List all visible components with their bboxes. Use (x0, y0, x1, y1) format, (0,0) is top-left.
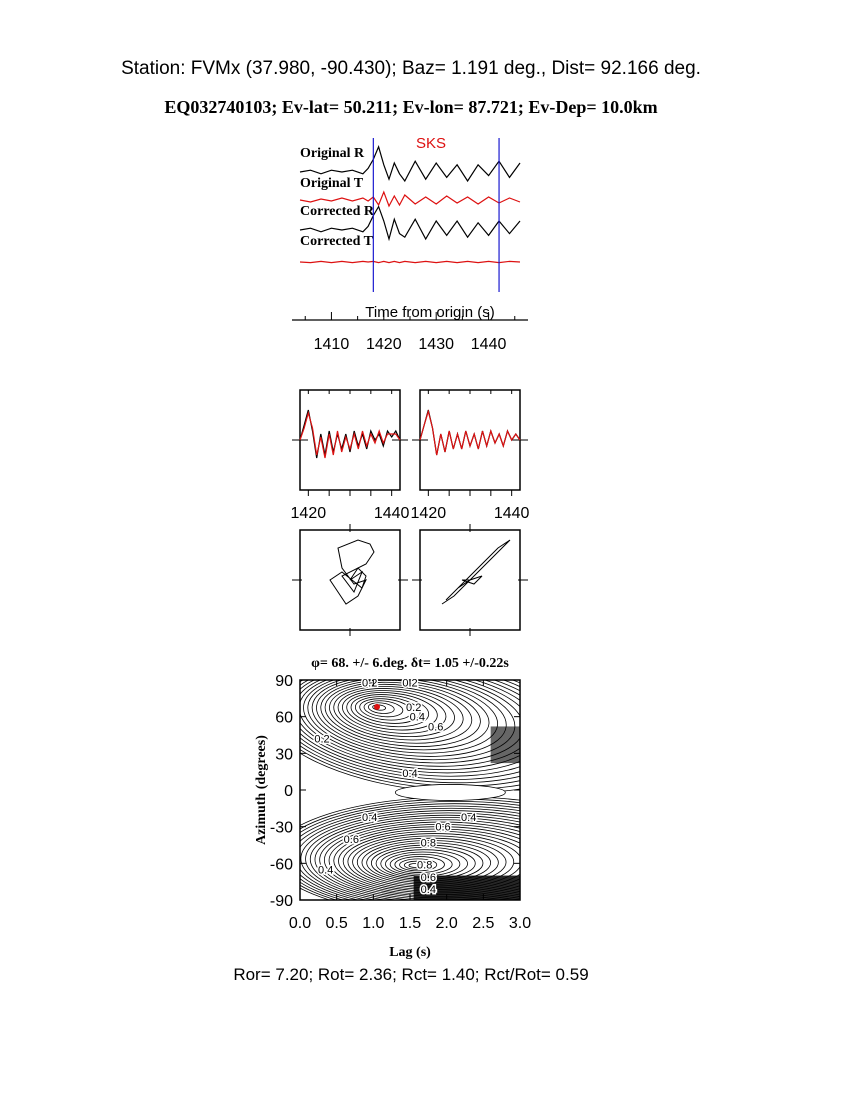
contour-label: 0.2 (402, 677, 418, 690)
y-tick-label: 90 (275, 673, 293, 690)
y-tick-label: -60 (269, 856, 293, 874)
time-tick-label: 1410 (313, 336, 350, 353)
x-tick-label: 1.0 (362, 915, 385, 932)
trace-label: Original T (300, 176, 364, 191)
contour-label: 0.6 (428, 721, 444, 734)
seismogram-trace (300, 261, 520, 262)
contour-label: 0.6 (343, 833, 359, 846)
x-tick-label: 2.5 (472, 915, 495, 932)
grid-title: φ= 68. +/- 6.deg. δt= 1.05 +/-0.22s (311, 656, 509, 671)
time-axis-label: Time from origin (s) (365, 304, 495, 321)
contour-label: 0.6 (420, 871, 436, 884)
waveform-overlay-right (411, 390, 530, 522)
particle-motion-original (292, 524, 408, 636)
x-tick-label: 1.5 (398, 915, 422, 932)
trace-label: Corrected T (300, 234, 373, 249)
particle-motion-corrected (412, 524, 528, 636)
particle-motion-trace (330, 540, 374, 604)
overlay-trace (420, 412, 520, 456)
contour-label: 0.8 (417, 859, 433, 872)
seismogram-panel (292, 135, 528, 353)
contour-label: 0.4 (402, 767, 418, 780)
contour-label: 0.4 (409, 711, 425, 724)
trace-label: Corrected R (300, 204, 374, 219)
station-info: Station: FVMx (37.980, -90.430); Baz= 1.191 deg., Dist= 92.166 deg. (121, 58, 701, 79)
contour-label: 0.4 (420, 884, 436, 896)
phase-label: SKS (415, 135, 447, 152)
overlay-tick-label: 1420 (290, 505, 327, 522)
contour-label: 0.4 (362, 811, 378, 824)
contour-line (368, 702, 395, 715)
time-tick-label: 1430 (418, 336, 454, 353)
x-tick-label: 3.0 (508, 915, 532, 932)
x-axis-label: Lag (s) (389, 945, 431, 960)
y-tick-label: -30 (269, 819, 293, 837)
contour-label: 0.4 (461, 811, 477, 824)
contour-label: 0.6 (435, 821, 451, 834)
contour-label: 0.2 (362, 677, 378, 690)
contour-label: 0.4 (318, 864, 334, 877)
contour-label: 0.2 (314, 733, 330, 746)
waveform-overlay-left (291, 390, 410, 522)
x-tick-label: 2.0 (435, 915, 458, 932)
y-axis-label: Azimuth (degrees) (254, 735, 269, 845)
particle-motion-trace (442, 540, 510, 604)
overlay-trace (420, 410, 520, 455)
y-tick-label: 0 (284, 783, 293, 800)
overlay-tick-label: 1420 (410, 505, 447, 522)
y-tick-label: -90 (269, 893, 293, 910)
overlay-tick-label: 1440 (493, 505, 530, 522)
y-tick-label: 30 (275, 746, 293, 764)
contour-label: 0.2 (406, 701, 422, 714)
overlay-tick-label: 1440 (373, 505, 410, 522)
time-tick-label: 1420 (366, 336, 402, 353)
dense-contour-region (491, 726, 520, 763)
contour-label: 0.8 (420, 837, 436, 850)
x-tick-label: 0.5 (325, 915, 348, 932)
y-tick-label: 60 (275, 709, 293, 727)
best-fit-marker (374, 704, 380, 710)
x-tick-label: 0.0 (288, 915, 312, 932)
splitting-grid-panel (254, 638, 645, 960)
trace-label: Original R (300, 146, 365, 161)
contour-line (395, 784, 505, 800)
event-info: EQ032740103; Ev-lat= 50.211; Ev-lon= 87.721; Ev-Dep= 10.0km (164, 97, 658, 117)
time-tick-label: 1440 (470, 336, 507, 353)
energy-ratios: Ror= 7.20; Rot= 2.36; Rct= 1.40; Rct/Rot= 0.59 (233, 965, 589, 984)
